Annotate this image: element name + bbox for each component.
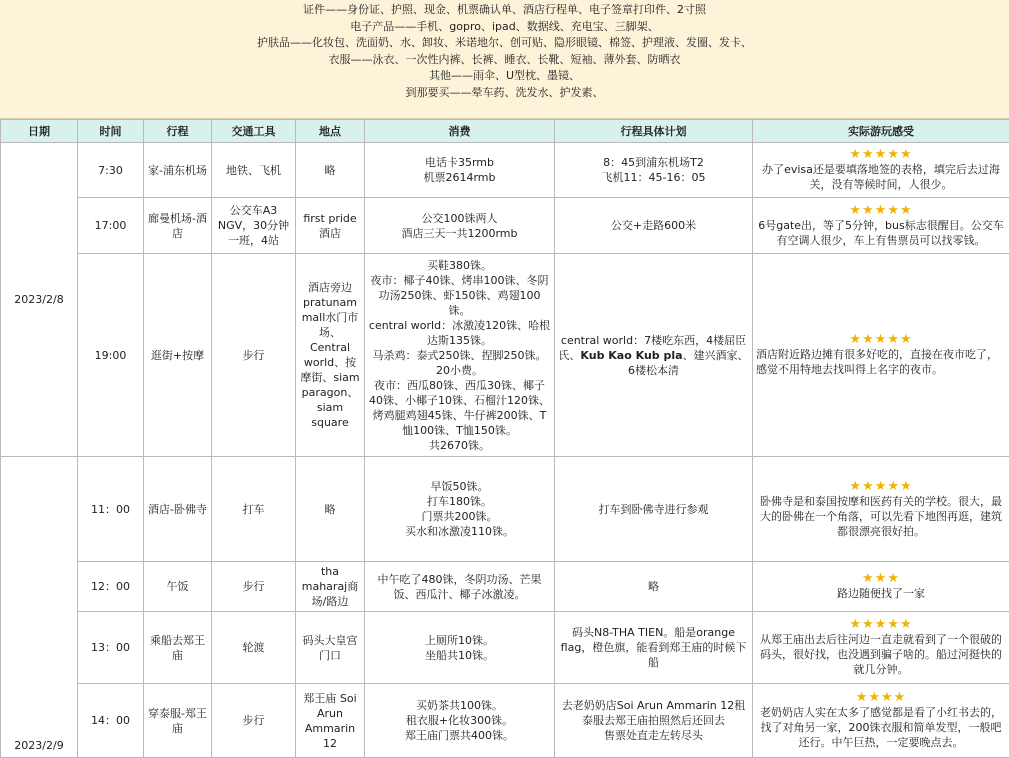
table-row (1, 457, 1009, 562)
plan-cell (555, 254, 753, 457)
rating-stars-icon: ★★★★★ (756, 204, 1006, 218)
spending-line: 夜市：椰子40铢、烤串100铢、冬阴功汤250铢、虾150铢、鸡翅100铢。 (368, 273, 551, 318)
location-cell: 略 (296, 143, 365, 198)
feedback-text: 办了evisa还是要填落地签的表格，填完后去过海关，没有等候时间，人很少。 (756, 162, 1006, 192)
spending-cell (365, 198, 555, 254)
spending-line: 电话卡35rmb (368, 155, 551, 170)
location-cell: first pride酒店 (296, 198, 365, 254)
spending-line: 共2670铢。 (368, 438, 551, 453)
itinerary-cell: 穿泰服-郑王庙 (144, 684, 212, 758)
header-date: 日期 (1, 120, 78, 143)
plan-line: 去老奶奶店Soi Arun Ammarin 12租泰服去郑王庙拍照然后还回去 (558, 698, 749, 728)
location-cell: 略 (296, 457, 365, 562)
feedback-text: 酒店附近路边摊有很多好吃的，直接在夜市吃了，感觉不用特地去找叫得上名字的夜市。 (756, 347, 1006, 377)
plan-cell (555, 612, 753, 684)
feedback-text: 从郑王庙出去后往河边一直走就看到了一个很破的码头，很好找，也没遇到骗子啥的。船过河挺快的就几分钟。 (756, 632, 1006, 677)
location-cell: tha maharaj商场/路边 (296, 562, 365, 612)
feedback-text: 老奶奶店人实在太多了感觉都是看了小红书去的，找了对角另一家，200铢衣服和简单发型，一般吧还行。中午巨热，一定要晚点去。 (756, 705, 1006, 750)
rating-stars-icon: ★★★★★ (756, 148, 1006, 162)
packing-line-clothes: 衣服——泳衣、一次性内裤、长裤、睡衣、长靴、短袖、薄外套、防晒衣 (0, 52, 1009, 69)
plan-cell (555, 198, 753, 254)
spending-line: 郑王庙门票共400铢。 (368, 728, 551, 743)
transport-cell: 地铁、飞机 (212, 143, 296, 198)
itinerary-cell: 酒店-卧佛寺 (144, 457, 212, 562)
table-row (1, 143, 1009, 198)
plan-line: 飞机11：45-16：05 (558, 170, 749, 185)
itinerary-cell: 乘船去郑王庙 (144, 612, 212, 684)
time-cell: 17:00 (78, 198, 144, 254)
packing-line-others: 其他——雨伞、U型枕、墨镜、 (0, 68, 1009, 85)
table-row (1, 198, 1009, 254)
transport-cell: 步行 (212, 684, 296, 758)
table-header-row (1, 120, 1009, 143)
packing-line-to-buy: 到那要买——晕车药、洗发水、护发素、 (0, 85, 1009, 102)
spending-line: 机票2614rmb (368, 170, 551, 185)
time-cell: 19:00 (78, 254, 144, 457)
plan-text: 、建兴酒家、6楼松本清 (628, 349, 749, 377)
time-cell: 13：00 (78, 612, 144, 684)
itinerary-cell: 午饭 (144, 562, 212, 612)
spending-cell (365, 684, 555, 758)
spending-line: 打车180铢。 (368, 494, 551, 509)
spending-line: 买鞋380铢。 (368, 258, 551, 273)
location-cell: 码头大皇宫门口 (296, 612, 365, 684)
itinerary-cell: 廊曼机场-酒店 (144, 198, 212, 254)
plan-cell (555, 684, 753, 758)
header-plan: 行程具体计划 (555, 120, 753, 143)
rating-stars-icon: ★★★★★ (756, 618, 1006, 632)
spending-line: 酒店三天一共1200rmb (368, 226, 551, 241)
itinerary-table (0, 119, 1009, 758)
transport-cell: 公交车A3 NGV，30分钟一班，4站 (212, 198, 296, 254)
rating-stars-icon: ★★★★ (756, 691, 1006, 705)
packing-line-electronics: 电子产品——手机、gopro、ipad、数据线、充电宝、三脚架、 (0, 19, 1009, 36)
itinerary-cell: 逛街+按摩 (144, 254, 212, 457)
date-cell: 2023/2/9 (1, 457, 78, 758)
plan-cell (555, 562, 753, 612)
spending-line: 公交100铢两人 (368, 211, 551, 226)
header-feedback: 实际游玩感受 (753, 120, 1009, 143)
plan-line: 8：45到浦东机场T2 (558, 155, 749, 170)
feedback-text: 6号gate出，等了5分钟，bus标志很醒目。公交车有空调人很少，车上有售票员可以找零钱。 (756, 218, 1006, 248)
packing-line-documents: 证件——身份证、护照、现金、机票确认单、酒店行程单、电子签章打印件、2寸照 (0, 2, 1009, 19)
spending-line: 租衣服+化妆300铢。 (368, 713, 551, 728)
time-cell: 11：00 (78, 457, 144, 562)
spending-line: 夜市：西瓜80铢、西瓜30铢、椰子40铢、小椰子10铢、石榴汁120铢、烤鸡腿鸡翅45铢、牛仔裤200铢、T恤100铢、T恤150铢。 (368, 378, 551, 438)
plan-line: 略 (558, 579, 749, 594)
feedback-cell (753, 254, 1009, 457)
feedback-cell (753, 143, 1009, 198)
table-row (1, 254, 1009, 457)
rating-stars-icon: ★★★ (756, 572, 1006, 586)
transport-cell: 打车 (212, 457, 296, 562)
transport-cell: 轮渡 (212, 612, 296, 684)
spending-cell (365, 562, 555, 612)
header-transport: 交通工具 (212, 120, 296, 143)
feedback-cell (753, 198, 1009, 254)
feedback-cell (753, 612, 1009, 684)
plan-line: 码头N8-THA TIEN。船是orange flag，橙色旗，能看到郑王庙的时候下船 (558, 625, 749, 670)
transport-cell: 步行 (212, 254, 296, 457)
table-row (1, 612, 1009, 684)
spending-line: 买奶茶共100铢。 (368, 698, 551, 713)
time-cell: 7:30 (78, 143, 144, 198)
feedback-cell (753, 457, 1009, 562)
location-cell: 酒店旁边pratunam mall水门市场、Central world、按摩街、siam paragon、siam square (296, 254, 365, 457)
feedback-cell (753, 562, 1009, 612)
plan-line: 售票处直走左转尽头 (558, 728, 749, 743)
header-spending: 消费 (365, 120, 555, 143)
spending-line: 马杀鸡：泰式250铢、捏脚250铢。20小费。 (368, 348, 551, 378)
header-location: 地点 (296, 120, 365, 143)
rating-stars-icon: ★★★★★ (756, 333, 1006, 347)
table-row (1, 684, 1009, 758)
header-itinerary: 行程 (144, 120, 212, 143)
packing-line-skincare: 护肤品——化妆包、洗面奶、水、卸妆、米诺地尔、创可贴、隐形眼镜、棉签、护理液、发圈、发卡、 (0, 35, 1009, 52)
spending-line: 坐船共10铢。 (368, 648, 551, 663)
plan-line: 公交+走路600米 (558, 218, 749, 233)
spending-cell (365, 254, 555, 457)
time-cell: 12：00 (78, 562, 144, 612)
feedback-text: 卧佛寺是和泰国按摩和医药有关的学校。很大，最大的卧佛在一个角落，可以先看下地图再逛，建筑都很漂亮很好拍。 (756, 494, 1006, 539)
spending-line: 门票共200铢。 (368, 509, 551, 524)
spending-line: 中午吃了480铢，冬阴功汤、芒果饭、西瓜汁、椰子冰激凌。 (368, 572, 551, 602)
plan-line: 打车到卧佛寺进行参观 (558, 502, 749, 517)
date-cell: 2023/2/8 (1, 143, 78, 457)
spending-line: 买水和冰激凌110铢。 (368, 524, 551, 539)
transport-cell: 步行 (212, 562, 296, 612)
feedback-cell (753, 684, 1009, 758)
packing-list (0, 0, 1009, 119)
plan-cell (555, 143, 753, 198)
spending-cell (365, 143, 555, 198)
table-row (1, 562, 1009, 612)
plan-cell (555, 457, 753, 562)
plan-restaurant-name: Kub Kao Kub pla (580, 349, 682, 362)
feedback-text: 路边随便找了一家 (756, 586, 1006, 601)
plan-text: central world：7楼吃东西，4楼屈臣氏、 (558, 334, 746, 362)
spending-cell (365, 612, 555, 684)
header-time: 时间 (78, 120, 144, 143)
rating-stars-icon: ★★★★★ (756, 480, 1006, 494)
spending-cell (365, 457, 555, 562)
itinerary-cell: 家-浦东机场 (144, 143, 212, 198)
spending-line: central world：冰激凌120铢、哈根达斯135铢。 (368, 318, 551, 348)
spending-line: 上厕所10铢。 (368, 633, 551, 648)
spending-line: 早饭50铢。 (368, 479, 551, 494)
location-cell: 郑王庙 Soi Arun Ammarin 12 (296, 684, 365, 758)
time-cell: 14：00 (78, 684, 144, 758)
